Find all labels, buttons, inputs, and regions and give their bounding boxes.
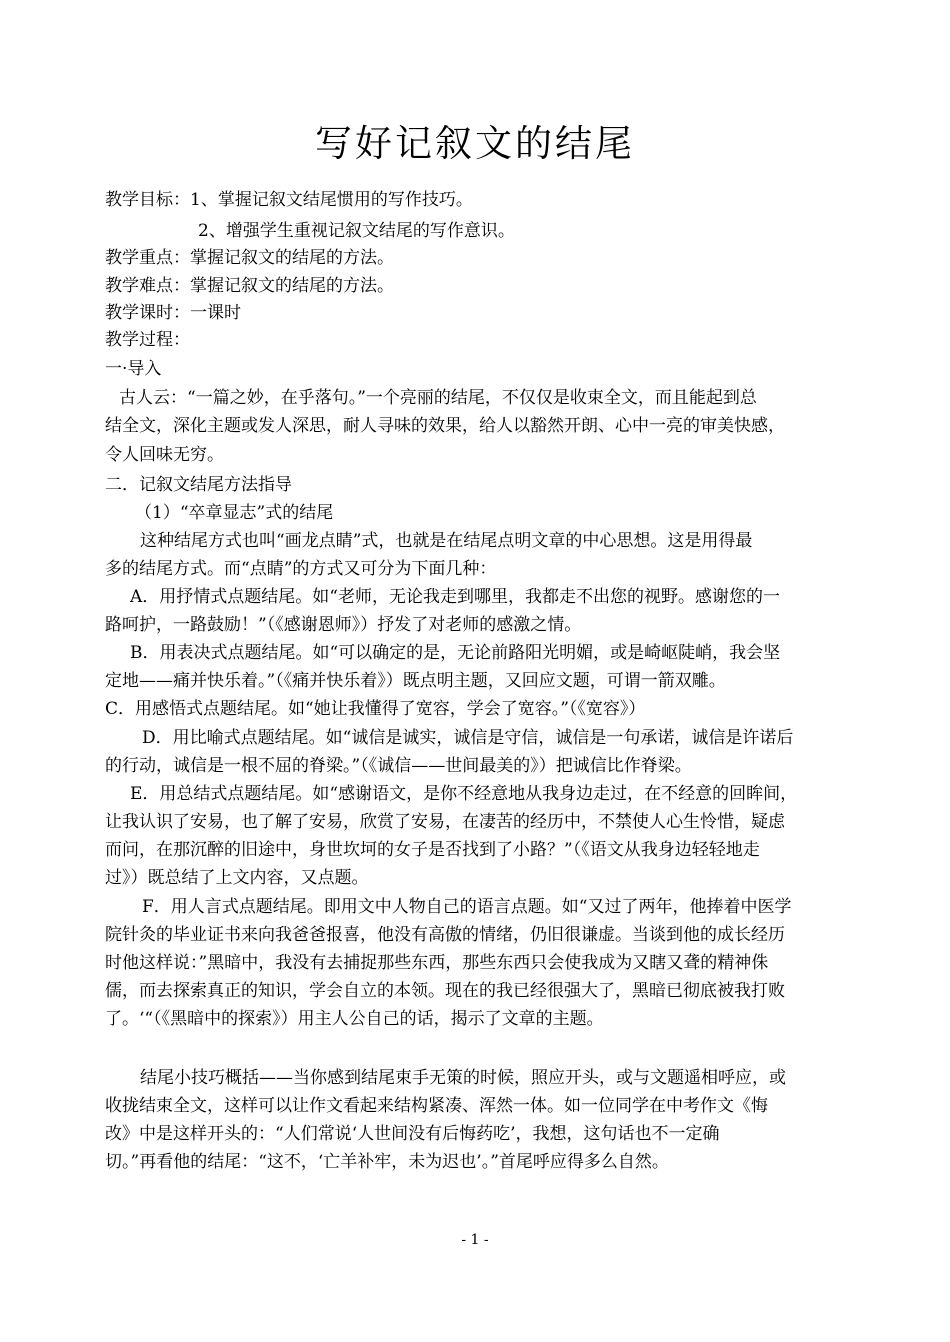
body-line: 教学目标：1、掌握记叙文结尾惯用的写作技巧。 — [105, 190, 473, 210]
body-line: C．用感悟式点题结尾。如“她让我懂得了宽容，学会了宽容。”（《宽容》） — [105, 699, 646, 719]
body-line: 多的结尾方式。而“点睛”的方式又可分为下面几种： — [105, 559, 497, 579]
body-line: 教学难点：掌握记叙文的结尾的方法。 — [105, 276, 394, 296]
body-line: 儒，而去探索真正的知识，学会自立的本领。现在的我已经很强大了，黑暗已彻底被我打败 — [105, 981, 785, 1001]
body-line: 而问，在那沉醉的旧途中，身世坎坷的女子是否找到了小路？”（《语文从我身边轻轻地走 — [105, 840, 760, 860]
body-line: 了。‘“（《黑暗中的探索》）用主人公自己的话，揭示了文章的主题。 — [105, 1009, 604, 1029]
body-line: 让我认识了安易，也了解了安易，欣赏了安易，在凄苦的经历中，不禁使人心生怜惜，疑虑 — [105, 812, 785, 832]
document-title: 写好记叙文的结尾 — [315, 122, 635, 165]
body-line: F．用人言式点题结尾。即用文中人物自己的语言点题。如“又过了两年，他捧着中医学 — [142, 897, 792, 917]
body-line: 院针灸的毕业证书来向我爸爸报喜，他没有高傲的情绪，仍旧很谦虚。当谈到他的成长经历 — [105, 925, 785, 945]
body-line: 定地——痛并快乐着。”（《痛并快乐着》）既点明主题，又回应文题，可谓一箭双雕。 — [105, 671, 726, 691]
body-line: 改》中是这样开头的：“人们常说‘人世间没有后悔药吃’，我想，这句话也不一定确 — [105, 1124, 720, 1144]
body-line: B．用表决式点题结尾。如“可以确定的是，无论前路阳光明媚，或是崎岖陡峭，我会坚 — [130, 643, 781, 663]
body-line: 时他这样说：”黑暗中，我没有去捕捉那些东西，那些东西只会使我成为又瞎又聋的精神侏 — [105, 953, 769, 973]
body-line: 结全文，深化主题或发人深思，耐人寻味的效果，给人以豁然开朗、心中一亮的审美快感， — [105, 416, 785, 436]
body-line: D．用比喻式点题结尾。如“诚信是诚实，诚信是守信，诚信是一句承诺，诚信是许诺后 — [142, 728, 794, 748]
body-line: E．用总结式点题结尾。如“感谢语文，是你不经意地从我身边走过，在不经意的回眸间， — [130, 784, 798, 804]
body-line: 二．记叙文结尾方法指导 — [105, 475, 292, 495]
body-line: 过》）既总结了上文内容，又点题。 — [105, 868, 369, 888]
body-line: 一·导入 — [105, 359, 162, 379]
body-line: 的行动，诚信是一根不屈的脊梁。”（《诚信——世间最美的》）把诚信比作脊梁。 — [105, 756, 692, 776]
body-line: 收拢结束全文，这样可以让作文看起来结构紧凑、浑然一体。如一位同学在中考作文《悔 — [105, 1096, 768, 1116]
body-line: A．用抒情式点题结尾。如“老师，无论我走到哪里，我都走不出您的视野。感谢您的一 — [130, 587, 780, 607]
body-line: 这种结尾方式也叫“画龙点睛”式，也就是在结尾点明文章的中心思想。这是用得最 — [140, 531, 753, 551]
body-line: 切。”再看他的结尾：“这不，‘亡羊补牢，未为迟也’。”首尾呼应得多么自然。 — [105, 1152, 669, 1172]
body-line: 令人回味无穷。 — [105, 445, 224, 465]
body-line: 教学重点：掌握记叙文的结尾的方法。 — [105, 248, 394, 268]
body-line: （1）“卒章显志”式的结尾 — [135, 503, 334, 523]
body-line: 古人云：“一篇之妙，在乎落句。”一个亮丽的结尾，不仅仅是收束全文，而且能起到总 — [119, 388, 757, 408]
body-line: 结尾小技巧概括——当你感到结尾束手无策的时候，照应开头，或与文题遥相呼应，或 — [140, 1068, 786, 1088]
body-line: 2、增强学生重视记叙文结尾的写作意识。 — [198, 221, 515, 241]
page-number: - 1 - — [461, 1232, 489, 1248]
body-line: 教学过程： — [105, 330, 190, 350]
body-line: 教学课时：一课时 — [105, 303, 241, 323]
body-line: 路呵护，一路鼓励！”（《感谢恩师》）抒发了对老师的感激之情。 — [105, 615, 582, 635]
